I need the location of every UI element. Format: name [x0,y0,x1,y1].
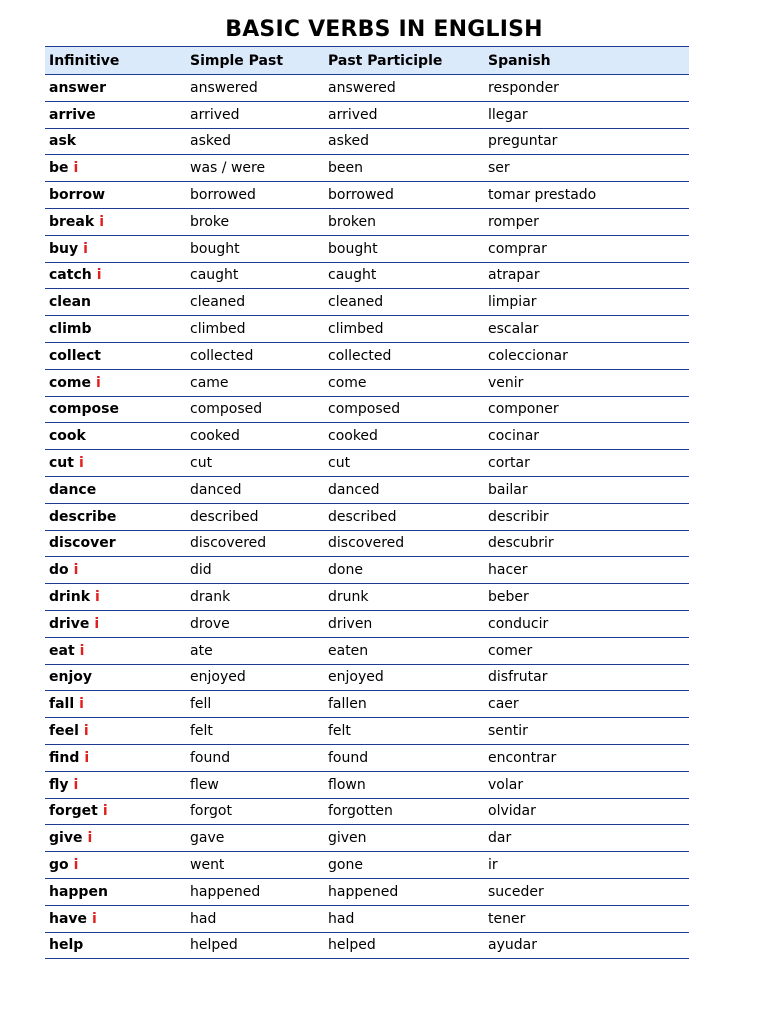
spanish-cell: atrapar [484,262,689,289]
table-row [45,316,689,343]
spanish-cell: disfrutar [484,664,689,691]
past-participle-cell: broken [324,208,484,235]
spanish-cell: ser [484,155,689,182]
spanish-cell: cocinar [484,423,689,450]
past-participle-cell: been [324,155,484,182]
past-participle-cell: found [324,744,484,771]
spanish-cell: dar [484,825,689,852]
infinitive-text: borrow [49,187,105,204]
table-row [45,101,689,128]
infinitive-cell [45,396,186,423]
past-participle-cell: described [324,503,484,530]
irregular-marker: i [73,160,79,177]
infinitive-text: come [49,374,91,391]
spanish-cell: componer [484,396,689,423]
table-row [45,771,689,798]
simple-past-cell: forgot [186,798,324,825]
past-participle-cell: borrowed [324,182,484,209]
irregular-marker: i [78,455,84,472]
simple-past-cell: asked [186,128,324,155]
simple-past-cell: cooked [186,423,324,450]
infinitive-text: forget [49,803,98,820]
infinitive-cell [45,584,186,611]
past-participle-cell: danced [324,476,484,503]
infinitive-text: be [49,160,69,177]
irregular-marker: i [84,749,90,766]
simple-past-cell: did [186,557,324,584]
past-participle-cell: cut [324,450,484,477]
spanish-cell: tener [484,905,689,932]
past-participle-cell: composed [324,396,484,423]
past-participle-cell: happened [324,878,484,905]
infinitive-cell [45,423,186,450]
irregular-marker: i [96,374,101,391]
table-row [45,155,689,182]
simple-past-cell: went [186,852,324,879]
simple-past-cell: ate [186,637,324,664]
table-row [45,691,689,718]
spanish-cell: comprar [484,235,689,262]
irregular-marker: i [73,562,79,579]
table-row [45,208,689,235]
infinitive-text: discover [49,535,116,552]
spanish-cell: ir [484,852,689,879]
infinitive-text: have [49,910,88,927]
past-participle-cell: bought [324,235,484,262]
infinitive-cell [45,235,186,262]
table-row [45,557,689,584]
past-participle-cell: forgotten [324,798,484,825]
infinitive-text: arrive [49,106,96,123]
table-row [45,342,689,369]
simple-past-cell: answered [186,75,324,102]
infinitive-cell [45,182,186,209]
table-row [45,905,689,932]
irregular-marker: i [83,240,88,257]
infinitive-cell [45,530,186,557]
past-participle-cell: answered [324,75,484,102]
infinitive-cell [45,825,186,852]
table-row [45,878,689,905]
header-past-participle: Past Participle [324,47,484,75]
infinitive-text: clean [49,294,92,311]
table-header-row [45,47,689,75]
irregular-marker: i [95,589,100,606]
infinitive-cell [45,664,186,691]
simple-past-cell: came [186,369,324,396]
infinitive-text: describe [49,508,117,525]
irregular-marker: i [83,723,89,740]
spanish-cell: conducir [484,610,689,637]
infinitive-cell [45,718,186,745]
spanish-cell: ayudar [484,932,689,959]
past-participle-cell: enjoyed [324,664,484,691]
past-participle-cell: drunk [324,584,484,611]
spanish-cell: venir [484,369,689,396]
infinitive-text: climb [49,321,92,338]
infinitive-cell [45,503,186,530]
infinitive-cell [45,128,186,155]
spanish-cell: tomar prestado [484,182,689,209]
spanish-cell: preguntar [484,128,689,155]
irregular-marker: i [94,615,100,632]
past-participle-cell: given [324,825,484,852]
simple-past-cell: borrowed [186,182,324,209]
simple-past-cell: gave [186,825,324,852]
past-participle-cell: done [324,557,484,584]
spanish-cell: suceder [484,878,689,905]
simple-past-cell: arrived [186,101,324,128]
infinitive-cell [45,289,186,316]
infinitive-cell [45,637,186,664]
table-row [45,289,689,316]
infinitive-cell [45,262,186,289]
simple-past-cell: felt [186,718,324,745]
spanish-cell: descubrir [484,530,689,557]
header-simple-past: Simple Past [186,47,324,75]
irregular-marker: i [96,267,102,284]
infinitive-cell [45,905,186,932]
simple-past-cell: helped [186,932,324,959]
infinitive-cell [45,369,186,396]
simple-past-cell: cut [186,450,324,477]
table-row [45,396,689,423]
simple-past-cell: cleaned [186,289,324,316]
spanish-cell: describir [484,503,689,530]
table-row [45,75,689,102]
simple-past-cell: was / were [186,155,324,182]
past-participle-cell: cleaned [324,289,484,316]
infinitive-text: compose [49,401,119,418]
table-body [45,75,689,959]
infinitive-text: fly [49,776,69,793]
simple-past-cell: danced [186,476,324,503]
irregular-marker: i [79,642,85,659]
past-participle-cell: climbed [324,316,484,343]
infinitive-cell [45,610,186,637]
table-row [45,182,689,209]
past-participle-cell: collected [324,342,484,369]
simple-past-cell: happened [186,878,324,905]
infinitive-text: fall [49,696,75,713]
infinitive-cell [45,932,186,959]
infinitive-cell [45,878,186,905]
table-row [45,235,689,262]
infinitive-cell [45,101,186,128]
table-row [45,423,689,450]
infinitive-cell [45,744,186,771]
past-participle-cell: asked [324,128,484,155]
past-participle-cell: gone [324,852,484,879]
table-row [45,476,689,503]
infinitive-text: do [49,562,69,579]
table-row [45,530,689,557]
simple-past-cell: composed [186,396,324,423]
table-row [45,718,689,745]
past-participle-cell: fallen [324,691,484,718]
table-row [45,932,689,959]
infinitive-text: enjoy [49,669,93,686]
simple-past-cell: described [186,503,324,530]
verb-table [45,46,689,959]
infinitive-text: catch [49,267,92,284]
table-row [45,664,689,691]
infinitive-cell [45,798,186,825]
infinitive-cell [45,450,186,477]
spanish-cell: volar [484,771,689,798]
infinitive-text: break [49,213,95,230]
table-row [45,262,689,289]
infinitive-cell [45,771,186,798]
irregular-marker: i [87,830,93,847]
past-participle-cell: helped [324,932,484,959]
table-row [45,450,689,477]
irregular-marker: i [73,776,79,793]
table-row [45,584,689,611]
simple-past-cell: drove [186,610,324,637]
spanish-cell: bailar [484,476,689,503]
spanish-cell: coleccionar [484,342,689,369]
infinitive-text: feel [49,723,79,740]
infinitive-text: go [49,857,69,873]
past-participle-cell: discovered [324,530,484,557]
infinitive-text: help [49,937,84,954]
page-title: BASIC VERBS IN ENGLISH [225,17,543,42]
infinitive-text: cut [49,455,74,472]
irregular-marker: i [102,803,108,820]
past-participle-cell: cooked [324,423,484,450]
simple-past-cell: found [186,744,324,771]
spanish-cell: responder [484,75,689,102]
infinitive-text: buy [49,240,79,257]
infinitive-text: find [49,749,80,766]
table-row [45,825,689,852]
simple-past-cell: drank [186,584,324,611]
infinitive-cell [45,476,186,503]
infinitive-text: drive [49,615,90,632]
spanish-cell: comer [484,637,689,664]
past-participle-cell: driven [324,610,484,637]
table-row [45,798,689,825]
spanish-cell: sentir [484,718,689,745]
infinitive-text: ask [49,133,77,150]
infinitive-text: eat [49,642,75,659]
infinitive-cell [45,75,186,102]
infinitive-text: give [49,830,83,847]
header-infinitive: Infinitive [45,47,186,75]
simple-past-cell: broke [186,208,324,235]
table-row [45,369,689,396]
table-row [45,637,689,664]
spanish-cell: beber [484,584,689,611]
infinitive-cell [45,342,186,369]
irregular-marker: i [92,910,97,927]
irregular-marker: i [99,213,104,230]
simple-past-cell: caught [186,262,324,289]
simple-past-cell: discovered [186,530,324,557]
infinitive-text: happen [49,883,108,900]
simple-past-cell: fell [186,691,324,718]
spanish-cell: olvidar [484,798,689,825]
infinitive-cell [45,316,186,343]
infinitive-text: cook [49,428,86,445]
spanish-cell: llegar [484,101,689,128]
simple-past-cell: had [186,905,324,932]
table-row [45,503,689,530]
table-row [45,610,689,637]
past-participle-cell: felt [324,718,484,745]
past-participle-cell: arrived [324,101,484,128]
spanish-cell: escalar [484,316,689,343]
past-participle-cell: had [324,905,484,932]
spanish-cell: cortar [484,450,689,477]
spanish-cell: caer [484,691,689,718]
table-row [45,744,689,771]
past-participle-cell: flown [324,771,484,798]
irregular-marker: i [73,857,79,873]
header-spanish: Spanish [484,47,689,75]
table-row [45,128,689,155]
infinitive-text: answer [49,79,107,96]
infinitive-text: dance [49,481,97,498]
infinitive-cell [45,208,186,235]
spanish-cell: hacer [484,557,689,584]
past-participle-cell: come [324,369,484,396]
infinitive-cell [45,852,186,879]
simple-past-cell: climbed [186,316,324,343]
simple-past-cell: flew [186,771,324,798]
infinitive-cell [45,557,186,584]
simple-past-cell: collected [186,342,324,369]
infinitive-text: collect [49,347,102,364]
past-participle-cell: eaten [324,637,484,664]
spanish-cell: limpiar [484,289,689,316]
simple-past-cell: bought [186,235,324,262]
spanish-cell: encontrar [484,744,689,771]
infinitive-text: drink [49,589,91,606]
irregular-marker: i [79,696,84,713]
infinitive-cell [45,691,186,718]
simple-past-cell: enjoyed [186,664,324,691]
table-row [45,852,689,879]
past-participle-cell: caught [324,262,484,289]
infinitive-cell [45,155,186,182]
spanish-cell: romper [484,208,689,235]
